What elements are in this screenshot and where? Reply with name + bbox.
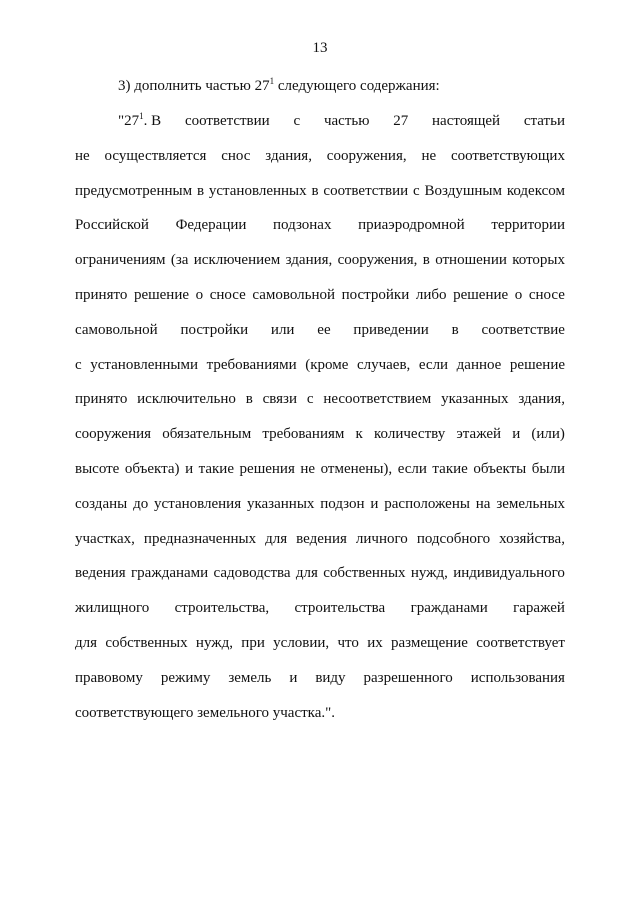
text-line <box>75 285 565 320</box>
word: объекты <box>473 460 527 477</box>
word: при <box>241 634 265 651</box>
text-line-first <box>75 111 565 146</box>
word: решение <box>453 286 509 303</box>
word: нужд, <box>410 565 448 582</box>
text-line-last: соответствующего земельного участка.". <box>75 704 336 721</box>
word: размещение <box>391 634 468 651</box>
intro-superscript: 1 <box>269 76 275 86</box>
text-line <box>75 389 565 424</box>
word: здания, <box>285 252 333 269</box>
text-line <box>75 250 565 285</box>
word: предусмотренным <box>75 182 193 199</box>
word: приаэродромной <box>358 217 465 234</box>
word: постройки <box>180 321 249 338</box>
word: участках, <box>75 530 135 547</box>
word: сооружения, <box>326 147 407 164</box>
word: частью <box>323 113 370 129</box>
clause-quote-number: "27 <box>118 113 140 129</box>
word: в <box>196 182 205 199</box>
page-number: 13 <box>312 40 328 56</box>
word: хозяйства, <box>499 530 565 547</box>
word: установления <box>154 495 242 512</box>
text-line <box>75 668 565 703</box>
amendment-intro <box>118 76 440 96</box>
word: количеству <box>374 426 446 443</box>
word: если <box>418 356 449 373</box>
text-line <box>75 563 565 598</box>
word: режиму <box>160 669 211 686</box>
word: для <box>265 530 288 547</box>
word: ведения <box>75 565 126 582</box>
word: самовольной <box>252 286 336 303</box>
word: условии, <box>273 634 330 651</box>
text-line <box>75 494 565 529</box>
word: с <box>293 113 301 129</box>
text-line <box>75 459 565 494</box>
word: к <box>355 426 363 443</box>
word: если <box>397 460 427 477</box>
text-line <box>75 146 565 181</box>
text-line <box>75 181 565 216</box>
word: отменены), <box>320 460 393 477</box>
word: подсобного <box>416 530 491 547</box>
word: для <box>75 634 98 651</box>
word: подзонах <box>273 217 332 234</box>
word: исключительно <box>137 391 236 408</box>
word: данное <box>456 356 502 373</box>
word: постройки <box>341 286 410 303</box>
word: Российской <box>75 217 149 234</box>
word: или <box>270 321 295 338</box>
word: личного <box>355 530 408 547</box>
word: территории <box>491 217 565 234</box>
word: (или) <box>531 426 565 443</box>
word: несоответствием <box>323 391 432 408</box>
word: объекта) <box>124 460 180 477</box>
word: с <box>413 182 420 199</box>
word: сносе <box>209 286 246 303</box>
word: указанных <box>441 391 509 408</box>
word: установленными <box>90 356 199 373</box>
word: Воздушным <box>424 182 502 199</box>
word: до <box>133 495 149 512</box>
word: сооружения, <box>337 252 418 269</box>
word: предназначенных <box>143 530 257 547</box>
word: индивидуального <box>453 565 565 582</box>
word: самовольной <box>75 321 158 338</box>
amendment-text <box>75 111 565 146</box>
word: гражданами <box>131 565 209 582</box>
word: не <box>75 147 90 164</box>
word: использования <box>470 669 565 686</box>
word: соответствующих <box>450 147 565 164</box>
word: что <box>337 634 359 651</box>
word: с <box>75 356 82 373</box>
word: указанных <box>246 495 315 512</box>
word: такие <box>432 460 468 477</box>
word: гражданами <box>410 600 488 617</box>
word: установленных <box>208 182 307 199</box>
word: осуществляется <box>104 147 207 164</box>
text-line <box>75 529 565 564</box>
text-line <box>75 355 565 390</box>
word: правовому <box>75 669 143 686</box>
word: соответствии <box>323 182 409 199</box>
word: расположены <box>384 495 470 512</box>
word: и <box>512 426 521 443</box>
word: строительства <box>294 600 386 617</box>
word: для <box>295 565 318 582</box>
word: такие <box>198 460 234 477</box>
word: не <box>300 460 316 477</box>
word: о <box>514 286 523 303</box>
word: высоте <box>75 460 120 477</box>
word: сооружения <box>75 426 152 443</box>
word: созданы <box>75 495 128 512</box>
word: здания, <box>518 391 565 408</box>
word: соответствует <box>476 634 565 651</box>
word: случаев, <box>356 356 411 373</box>
word: либо <box>415 286 447 303</box>
word: отношении <box>435 252 507 269</box>
word: 27 <box>393 113 409 129</box>
word: их <box>367 634 383 651</box>
word: соответствии <box>184 113 270 129</box>
word: и <box>370 495 379 512</box>
word: решения <box>239 460 295 477</box>
word: ограничениям <box>75 252 166 269</box>
word: в <box>245 391 253 408</box>
word: (кроме <box>305 356 349 373</box>
word: требованиями <box>206 356 297 373</box>
text-line <box>75 633 565 668</box>
word: собственных <box>323 565 406 582</box>
text-line <box>75 598 565 633</box>
text-lines <box>75 146 565 738</box>
intro-prefix: 3) дополнить частью 27 <box>118 78 270 94</box>
word: не <box>421 147 437 164</box>
word: связи <box>262 391 298 408</box>
word: в <box>451 321 459 338</box>
word: строительства, <box>174 600 270 617</box>
word: разрешенного <box>363 669 453 686</box>
word: принято <box>75 391 128 408</box>
word: в <box>311 182 319 199</box>
word: ведения <box>296 530 347 547</box>
word: настоящей <box>432 113 501 129</box>
word: в <box>422 252 430 269</box>
word: (за <box>170 252 189 269</box>
word: подзон <box>320 495 365 512</box>
word: решение <box>133 286 190 303</box>
word: решение <box>509 356 565 373</box>
word: садоводства <box>213 565 291 582</box>
word: о <box>195 286 204 303</box>
word: и <box>185 460 194 477</box>
word: этажей <box>456 426 502 443</box>
word: принято <box>75 286 128 303</box>
word: кодексом <box>506 182 565 199</box>
word: исключением <box>193 252 281 269</box>
word: обязательным <box>162 426 252 443</box>
clause-after-superscript: . В <box>143 113 162 129</box>
word: статьи <box>523 113 565 129</box>
word: нужд, <box>195 634 233 651</box>
word: гаражей <box>513 600 565 617</box>
word: с <box>306 391 314 408</box>
word: приведении <box>353 321 429 338</box>
word: были <box>531 460 565 477</box>
word: ее <box>317 321 331 338</box>
word: которых <box>512 252 565 269</box>
text-line <box>75 320 565 355</box>
word: жилищного <box>75 600 150 617</box>
word: Федерации <box>175 217 247 234</box>
word: виду <box>315 669 346 686</box>
word: требованиям <box>262 426 345 443</box>
word: на <box>475 495 491 512</box>
word: собственных <box>105 634 188 651</box>
text-line <box>75 424 565 459</box>
word: и <box>289 669 298 686</box>
word: снос <box>221 147 251 164</box>
word: соответствие <box>481 321 565 338</box>
clause-number <box>118 111 161 131</box>
word: сносе <box>528 286 565 303</box>
word: земель <box>228 669 272 686</box>
intro-suffix: следующего содержания: <box>274 78 440 94</box>
clause-superscript: 1 <box>139 111 144 121</box>
word: здания, <box>265 147 312 164</box>
text-line <box>75 215 565 250</box>
word: земельных <box>496 495 565 512</box>
